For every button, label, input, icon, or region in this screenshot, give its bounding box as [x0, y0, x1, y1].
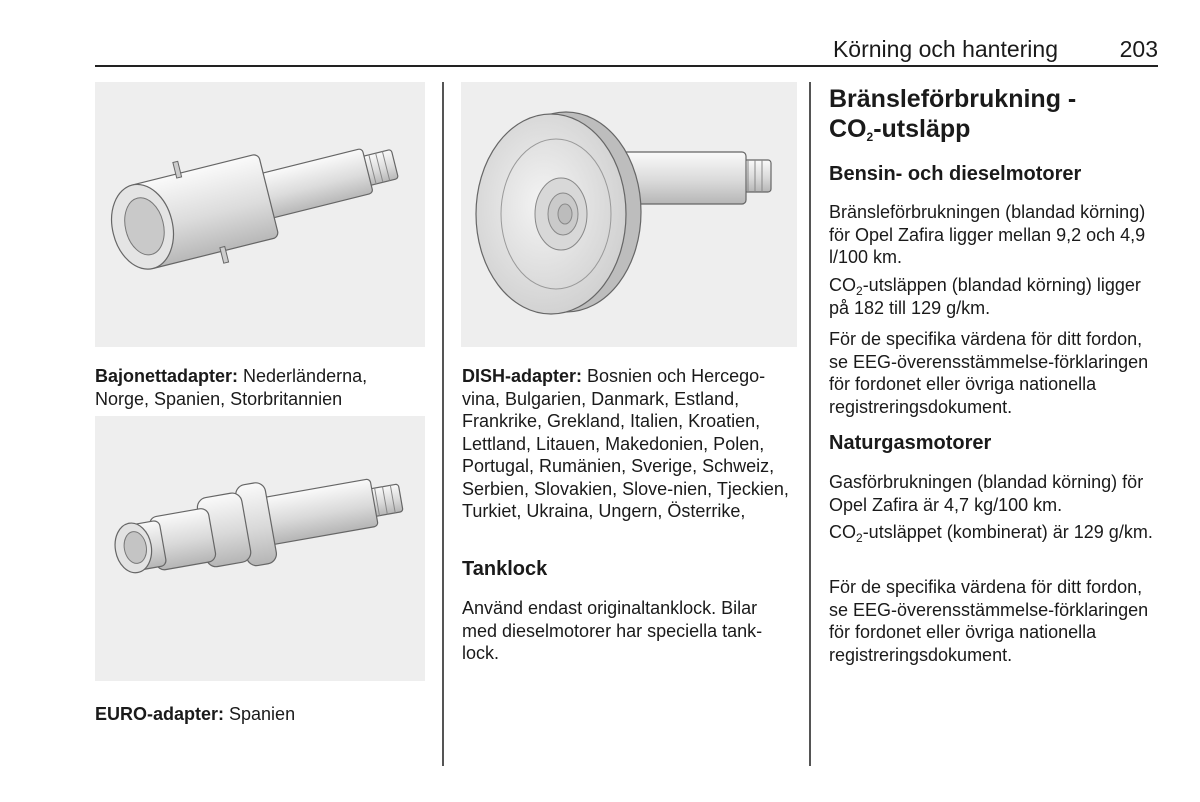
column-divider-right [809, 82, 811, 766]
bensin-co: CO [829, 275, 856, 295]
bayonet-adapter-illustration [95, 82, 425, 347]
euro-adapter-term: EURO-adapter: [95, 704, 225, 724]
bayonet-adapter-term: Bajonettadapter: [95, 366, 239, 386]
page-number: 203 [1119, 36, 1158, 62]
tanklock-heading: Tanklock [462, 558, 548, 580]
bensin-heading: Bensin- och dieselmotorer [829, 163, 1082, 185]
euro-adapter-caption [95, 703, 425, 726]
naturgas-subscript: 2 [856, 531, 863, 545]
bensin-co2-text: -utsläppen (blandad körning) ligger på 182 till 129 g/km. [829, 275, 1141, 318]
euro-adapter-countries: Spanien [224, 704, 296, 724]
naturgas-co: CO [829, 522, 856, 542]
naturgas-paragraph-3: För de specifika värdena för ditt fordon, se EEG-överensstämmelse-förklaringen för fordonet eller övriga nationella registreringsdokument. [829, 577, 1149, 665]
bayonet-adapter-countries: Nederländerna, Norge, Spanien, Storbritannien [95, 366, 368, 409]
bensin-paragraph-1: Bränsleförbrukningen (blandad körning) för Opel Zafira ligger mellan 9,2 och 4,9 l/100 km. [829, 202, 1146, 267]
bayonet-adapter-figure [95, 82, 425, 347]
dish-adapter-countries: Bosnien och Hercego-vina, Bulgarien, Danmark, Estland, Frankrike, Grekland, Italien, Kroatien, Lettland, Litauen, Makedonien, Polen, Portugal, Rumänien, Sverige, Schweiz, Serbien, Slovakien, Slove-nien, Tjeckien, Turkiet, Ukraina, Ungern, Österrike, [462, 366, 789, 521]
bensin-paragraph-2 [829, 274, 1159, 319]
header-rule [95, 65, 1158, 67]
section-title-line1: Bränsleförbrukning - [829, 85, 1077, 113]
section-title-subscript: 2 [866, 130, 874, 144]
euro-adapter-figure [95, 416, 425, 681]
dish-adapter-figure [461, 82, 797, 347]
section-title [829, 84, 1159, 144]
dish-adapter-term: DISH-adapter: [462, 366, 583, 386]
header-title: Körning och hantering [832, 36, 1058, 62]
section-title-rest: -utsläpp [873, 115, 971, 143]
naturgas-heading: Naturgasmotorer [829, 432, 992, 454]
bensin-paragraph-3: För de specifika värdena för ditt fordon, se EEG-överensstämmelse-förklaringen för fordonet eller övriga nationella registreringsdokument. [829, 329, 1149, 417]
tanklock-paragraph: Använd endast originaltanklock. Bilar med dieselmotorer har speciella tank-lock. [462, 598, 763, 663]
section-title-co: CO [829, 115, 867, 143]
naturgas-paragraph-2 [829, 521, 1159, 544]
naturgas-co2-text: -utsläppet (kombinerat) är 129 g/km. [862, 522, 1153, 542]
dish-adapter-illustration [461, 82, 797, 347]
dish-adapter-caption [462, 365, 797, 523]
bensin-subscript: 2 [856, 284, 863, 298]
column-divider-left [442, 82, 444, 766]
euro-adapter-illustration [95, 416, 425, 681]
naturgas-paragraph-1: Gasförbrukningen (blandad körning) för Opel Zafira är 4,7 kg/100 km. [829, 472, 1144, 515]
bayonet-adapter-caption [95, 365, 425, 410]
